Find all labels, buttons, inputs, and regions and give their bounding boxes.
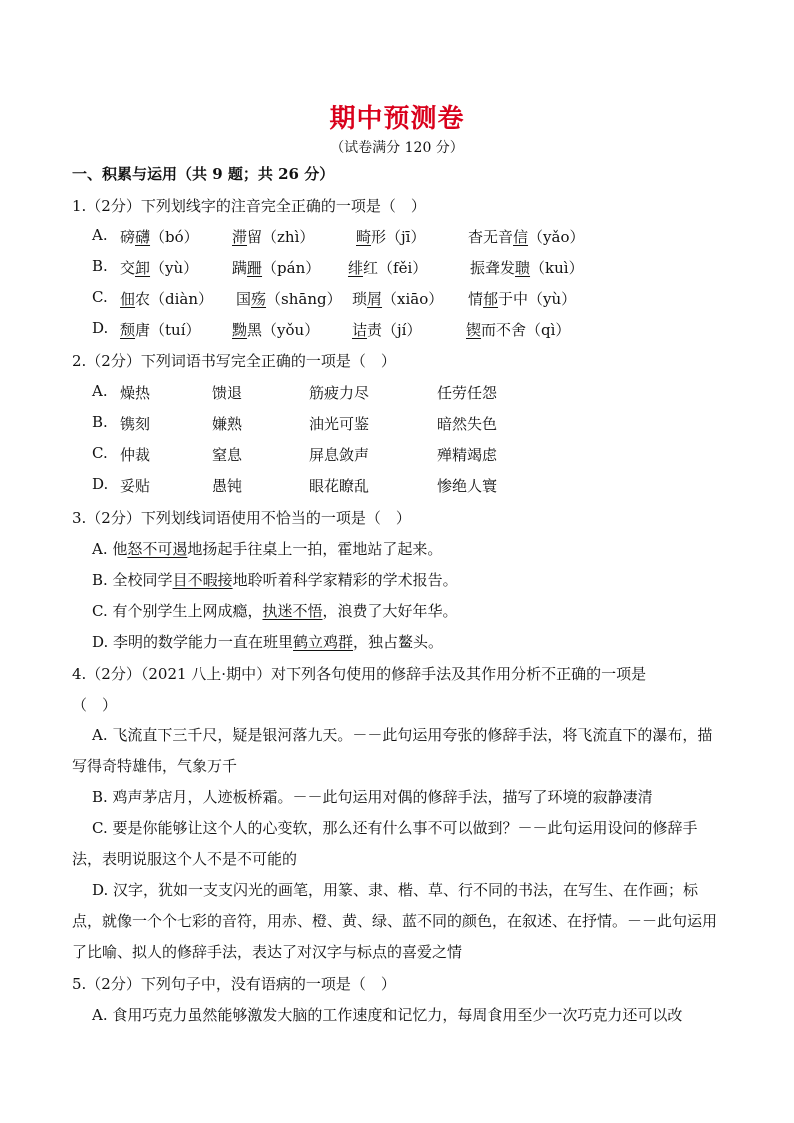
q1d-word3: 诘责（jí） xyxy=(352,321,422,339)
option-label: A. xyxy=(92,226,108,244)
q2-word: 暗然失色 xyxy=(437,415,498,433)
q1d-word2: 黝黑（yǒu） xyxy=(232,321,320,339)
option-label: D. xyxy=(92,475,109,493)
question-1-stem: 1.（2分）下列划线字的注音完全正确的一项是（ ） xyxy=(72,197,426,215)
q4-option-b: B. 鸡声茅店月，人迹板桥霜。－－此句运用对偶的修辞手法，描写了环境的寂静凄清 xyxy=(92,788,653,806)
q1c-word1: 佃农（diàn） xyxy=(120,290,214,308)
option-label: C. xyxy=(92,444,108,462)
q2-word: 燥热 xyxy=(120,384,151,402)
q2-word: 仲裁 xyxy=(120,446,151,464)
q5-option-a: A. 食用巧克力虽然能够激发大脑的工作速度和记忆力，每周食用至少一次巧克力还可以改 xyxy=(92,1006,683,1024)
q3-option-c: C. 有个别学生上网成瘾，执迷不悟，浪费了大好年华。 xyxy=(92,602,458,620)
q4-option-c: C. 要是你能够让这个人的心变软，那么还有什么事不可以做到？－－此句运用设问的修辞手法，表明说服这个人不是不可能的 xyxy=(72,819,698,868)
option-label: C. xyxy=(92,288,108,306)
page-title: 期中预测卷 xyxy=(329,104,465,134)
question-3-stem: 3.（2分）下列划线词语使用不恰当的一项是（ ） xyxy=(72,509,411,527)
question-4-paren: （ ） xyxy=(72,696,118,714)
q2-word: 任劳任怨 xyxy=(437,384,498,402)
q1c-word2: 国殇（shāng） xyxy=(236,290,342,308)
q2-word: 油光可鉴 xyxy=(309,415,370,433)
q3-option-d: D. 李明的数学能力一直在班里鹤立鸡群，独占鳌头。 xyxy=(92,633,444,651)
q2-word: 筋疲力尽 xyxy=(309,384,370,402)
question-4-stem: 4.（2分）（2021 八上·期中）对下列各句使用的修辞手法及其作用分析不正确的一项是 xyxy=(72,665,647,683)
q2-word: 嫌熟 xyxy=(212,415,243,433)
q2-word: 妥贴 xyxy=(120,477,151,495)
q1d-word4: 锲而不舍（qì） xyxy=(466,321,571,339)
q2-word: 窒息 xyxy=(212,446,243,464)
q2-word: 殚精竭虑 xyxy=(437,446,498,464)
q1a-word4: 杳无音信（yǎo） xyxy=(468,228,585,246)
q2-word: 镌刻 xyxy=(120,415,151,433)
q3-option-a: A. 他怒不可遏地扬起手往桌上一拍，霍地站了起来。 xyxy=(92,540,443,558)
q1b-word1: 交卸（yù） xyxy=(120,259,199,277)
q1c-word3: 琐屑（xiāo） xyxy=(352,290,444,308)
q1b-word2: 蹒跚（pán） xyxy=(232,259,321,277)
q2-word: 愚钝 xyxy=(212,477,243,495)
q2-word: 惨绝人寰 xyxy=(437,477,498,495)
q2-word: 眼花瞭乱 xyxy=(309,477,370,495)
option-label: B. xyxy=(92,257,108,275)
q2-word: 屏息敛声 xyxy=(309,446,370,464)
section-heading: 一、积累与运用（共 9 题；共 26 分） xyxy=(72,165,335,183)
q4-option-d: D. 汉字，犹如一支支闪光的画笔，用篆、隶、楷、草、行不同的书法，在写生、在作画；标点，就像一个个七彩的音符，用赤、橙、黄、绿、蓝不同的颜色，在叙述、在抒情。－－此句运用了比喻、拟人的修辞手法，表达了对汉字与标点的喜爱之情 xyxy=(72,881,718,961)
question-5-stem: 5.（2分）下列句子中，没有语病的一项是（ ） xyxy=(72,975,396,993)
q4-option-a: A. 飞流直下三千尺，疑是银河落九天。－－此句运用夸张的修辞手法，将飞流直下的瀑布，描写得奇特雄伟，气象万千 xyxy=(72,726,713,775)
q1a-word3: 畸形（jī） xyxy=(356,228,426,246)
q1c-word4: 情郁于中（yù） xyxy=(468,290,577,308)
question-2-stem: 2.（2分）下列词语书写完全正确的一项是（ ） xyxy=(72,352,396,370)
q1b-word3: 绯红（fěi） xyxy=(348,259,428,277)
page-subtitle: （试卷满分 120 分） xyxy=(330,140,464,156)
q3-option-b: B. 全校同学目不暇接地聆听着科学家精彩的学术报告。 xyxy=(92,571,458,589)
q1a-word1: 磅礴（bó） xyxy=(120,228,199,246)
q1b-word4: 振聋发聩（kuì） xyxy=(470,259,584,277)
option-label: A. xyxy=(92,382,108,400)
q2-word: 馈退 xyxy=(212,384,243,402)
option-label: B. xyxy=(92,413,108,431)
option-label: D. xyxy=(92,319,109,337)
q1d-word1: 颓唐（tuí） xyxy=(120,321,201,339)
q1a-word2: 滞留（zhì） xyxy=(232,228,315,246)
